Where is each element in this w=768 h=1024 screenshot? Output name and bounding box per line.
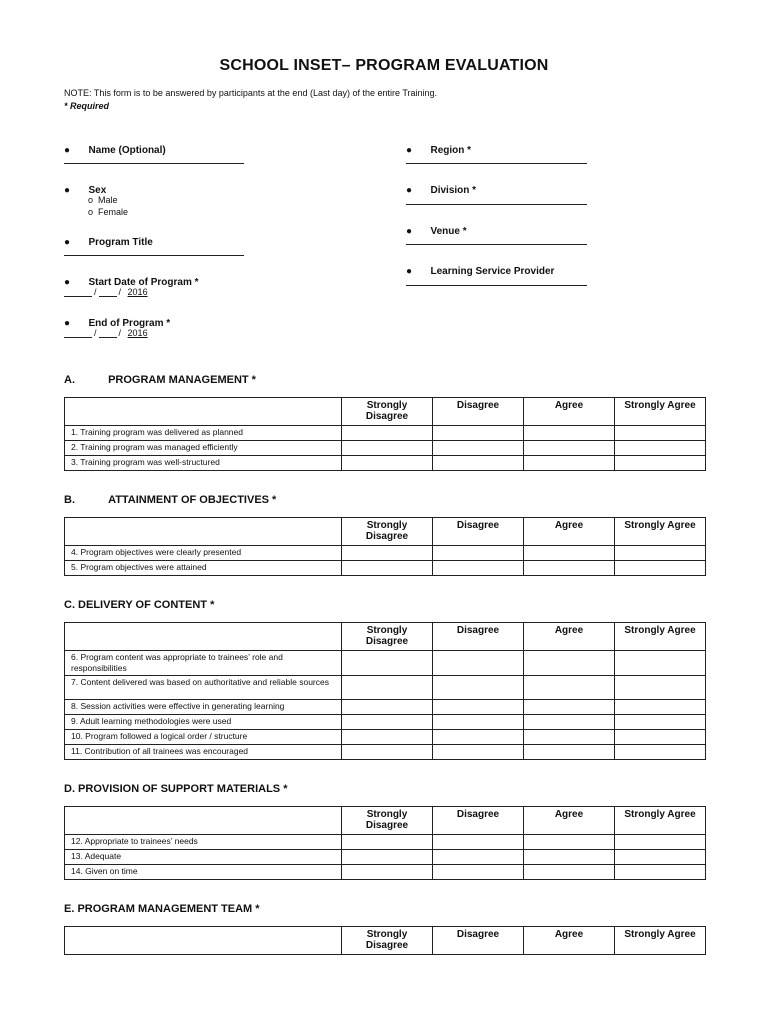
region-label: Region *: [430, 145, 472, 156]
rating-cell[interactable]: [615, 730, 706, 745]
statement-cell: 14. Given on time: [65, 865, 342, 880]
day-blank[interactable]: [99, 327, 117, 338]
rating-cell[interactable]: [433, 676, 524, 700]
rating-cell[interactable]: [342, 730, 433, 745]
rating-cell[interactable]: [615, 700, 706, 715]
blank-header-cell: [65, 398, 342, 426]
rating-cell[interactable]: [524, 441, 615, 456]
radio-circle-icon: o: [88, 207, 94, 217]
table-row: [65, 850, 706, 865]
rating-cell[interactable]: [433, 426, 524, 441]
rating-cell[interactable]: [342, 745, 433, 760]
statement-cell: 11. Contribution of all trainees was encouraged: [65, 745, 342, 760]
section-title: C. DELIVERY OF CONTENT *: [64, 599, 215, 611]
delivery-content-table: [64, 622, 706, 760]
rating-cell[interactable]: [342, 676, 433, 700]
col-strongly-agree: Strongly Agree: [615, 518, 706, 546]
rating-cell[interactable]: [615, 546, 706, 561]
rating-cell[interactable]: [433, 700, 524, 715]
table-row: [65, 426, 706, 441]
rating-cell[interactable]: [433, 561, 524, 576]
rating-cell[interactable]: [615, 651, 706, 676]
rating-cell[interactable]: [615, 426, 706, 441]
rating-cell[interactable]: [524, 651, 615, 676]
table-row: [65, 745, 706, 760]
rating-cell[interactable]: [342, 561, 433, 576]
section-title: E. PROGRAM MANAGEMENT TEAM *: [64, 903, 260, 915]
sex-option-male[interactable]: [88, 195, 118, 205]
division-label: Division *: [430, 185, 477, 196]
end-date-label: End of Program *: [88, 318, 171, 329]
col-agree: Agree: [524, 927, 615, 955]
bullet-icon: ●: [406, 185, 413, 196]
table-row: [65, 546, 706, 561]
statement-cell: 9. Adult learning methodologies were used: [65, 715, 342, 730]
provider-label: Learning Service Provider: [430, 266, 555, 277]
table-header-row: [65, 927, 706, 955]
year-value: 2016: [127, 287, 148, 297]
bullet-icon: ●: [64, 318, 71, 329]
rating-cell[interactable]: [342, 865, 433, 880]
table-row: [65, 441, 706, 456]
bullet-icon: ●: [406, 145, 413, 156]
rating-cell[interactable]: [524, 730, 615, 745]
required-note: * Required: [64, 101, 110, 111]
blank-header-cell: [65, 623, 342, 651]
rating-cell[interactable]: [342, 426, 433, 441]
rating-cell[interactable]: [615, 561, 706, 576]
rating-cell[interactable]: [433, 456, 524, 471]
management-team-table: [64, 926, 706, 955]
provider-field: [406, 261, 554, 279]
col-disagree: Disagree: [433, 807, 524, 835]
statement-cell: 6. Program content was appropriate to trainees’ role and responsibilities: [65, 651, 342, 676]
rating-cell[interactable]: [342, 835, 433, 850]
rating-cell[interactable]: [433, 835, 524, 850]
section-a-heading: [64, 374, 256, 386]
col-disagree: Disagree: [433, 398, 524, 426]
venue-field: [406, 221, 467, 239]
program-title-label: Program Title: [88, 237, 153, 248]
col-disagree: Disagree: [433, 927, 524, 955]
radio-circle-icon: o: [88, 195, 94, 205]
rating-cell[interactable]: [433, 730, 524, 745]
sex-option-female[interactable]: [88, 207, 128, 217]
rating-cell[interactable]: [615, 850, 706, 865]
rating-cell[interactable]: [524, 676, 615, 700]
section-c-heading: [64, 599, 214, 611]
col-strongly-disagree: Strongly Disagree: [342, 518, 433, 546]
provider-input-line[interactable]: [406, 285, 587, 286]
rating-cell[interactable]: [524, 835, 615, 850]
rating-cell[interactable]: [615, 441, 706, 456]
rating-cell[interactable]: [342, 456, 433, 471]
bullet-icon: ●: [406, 226, 413, 237]
rating-cell[interactable]: [615, 676, 706, 700]
form-note: NOTE: This form is to be answered by participants at the end (Last day) of the entire Training.: [64, 88, 438, 98]
bullet-icon: ●: [64, 237, 71, 248]
col-agree: Agree: [524, 623, 615, 651]
rating-cell[interactable]: [524, 715, 615, 730]
month-blank[interactable]: [64, 286, 92, 297]
rating-cell[interactable]: [524, 850, 615, 865]
table-row: [65, 700, 706, 715]
col-strongly-disagree: Strongly Disagree: [342, 398, 433, 426]
region-field: [406, 140, 471, 158]
rating-cell[interactable]: [615, 865, 706, 880]
rating-cell[interactable]: [342, 700, 433, 715]
support-materials-table: [64, 806, 706, 880]
division-input-line[interactable]: [406, 204, 587, 205]
col-strongly-agree: Strongly Agree: [615, 927, 706, 955]
table-header-row: [65, 623, 706, 651]
sex-label: Sex: [88, 185, 107, 196]
section-e-heading: [64, 903, 260, 915]
rating-cell[interactable]: [524, 865, 615, 880]
rating-cell[interactable]: [433, 865, 524, 880]
table-header-row: [65, 518, 706, 546]
name-input-line[interactable]: [64, 163, 244, 164]
bullet-icon: ●: [64, 185, 71, 196]
table-row: [65, 835, 706, 850]
venue-input-line[interactable]: [406, 244, 587, 245]
col-strongly-agree: Strongly Agree: [615, 807, 706, 835]
bullet-icon: ●: [64, 145, 71, 156]
section-title: PROGRAM MANAGEMENT *: [108, 374, 256, 386]
table-row: [65, 456, 706, 471]
col-strongly-disagree: Strongly Disagree: [342, 807, 433, 835]
col-agree: Agree: [524, 807, 615, 835]
section-letter: B.: [64, 494, 75, 506]
rating-cell[interactable]: [433, 441, 524, 456]
statement-cell: 3. Training program was well-structured: [65, 456, 342, 471]
statement-cell: 1. Training program was delivered as planned: [65, 426, 342, 441]
rating-cell[interactable]: [433, 651, 524, 676]
region-input-line[interactable]: [406, 163, 587, 164]
statement-cell: 10. Program followed a logical order / structure: [65, 730, 342, 745]
bullet-icon: ●: [406, 266, 413, 277]
rating-cell[interactable]: [615, 745, 706, 760]
blank-header-cell: [65, 518, 342, 546]
attainment-objectives-table: [64, 517, 706, 576]
table-row: [65, 730, 706, 745]
table-row: [65, 651, 706, 676]
rating-cell[interactable]: [524, 745, 615, 760]
section-b-heading: [64, 494, 276, 506]
division-field: [406, 180, 476, 198]
section-title: D. PROVISION OF SUPPORT MATERIALS *: [64, 783, 288, 795]
program-title-input-line[interactable]: [64, 255, 244, 256]
month-blank[interactable]: [64, 327, 92, 338]
section-title: ATTAINMENT OF OBJECTIVES *: [108, 494, 277, 506]
rating-cell[interactable]: [342, 715, 433, 730]
section-d-heading: [64, 783, 287, 795]
bullet-icon: ●: [64, 277, 71, 288]
name-label: Name (Optional): [88, 145, 166, 156]
option-label: Female: [98, 207, 129, 217]
page-title: SCHOOL INSET– PROGRAM EVALUATION: [219, 57, 549, 74]
col-disagree: Disagree: [433, 623, 524, 651]
statement-cell: 2. Training program was managed efficiently: [65, 441, 342, 456]
col-strongly-agree: Strongly Agree: [615, 623, 706, 651]
day-blank[interactable]: [99, 286, 117, 297]
section-letter: A.: [64, 374, 75, 386]
rating-cell[interactable]: [342, 850, 433, 865]
table-row: [65, 865, 706, 880]
blank-header-cell: [65, 927, 342, 955]
statement-cell: 12. Appropriate to trainees’ needs: [65, 835, 342, 850]
program-management-table: [64, 397, 706, 471]
blank-header-cell: [65, 807, 342, 835]
start-date-input[interactable]: / / 2016: [64, 286, 148, 297]
col-agree: Agree: [524, 398, 615, 426]
rating-cell[interactable]: [615, 835, 706, 850]
rating-cell[interactable]: [524, 426, 615, 441]
rating-cell[interactable]: [615, 715, 706, 730]
rating-cell[interactable]: [433, 745, 524, 760]
col-strongly-disagree: Strongly Disagree: [342, 927, 433, 955]
name-field: [64, 140, 166, 158]
option-label: Male: [98, 195, 118, 205]
col-strongly-agree: Strongly Agree: [615, 398, 706, 426]
statement-cell: 13. Adequate: [65, 850, 342, 865]
table-row: [65, 715, 706, 730]
statement-cell: 5. Program objectives were attained: [65, 561, 342, 576]
start-date-label: Start Date of Program *: [88, 277, 199, 288]
rating-cell[interactable]: [524, 456, 615, 471]
rating-cell[interactable]: [433, 715, 524, 730]
col-agree: Agree: [524, 518, 615, 546]
rating-cell[interactable]: [342, 546, 433, 561]
venue-label: Venue *: [430, 226, 467, 237]
rating-cell[interactable]: [615, 456, 706, 471]
rating-cell[interactable]: [524, 561, 615, 576]
table-row: [65, 676, 706, 700]
statement-cell: 4. Program objectives were clearly presented: [65, 546, 342, 561]
table-row: [65, 561, 706, 576]
program-title-field: [64, 232, 153, 250]
rating-cell[interactable]: [524, 546, 615, 561]
col-strongly-disagree: Strongly Disagree: [342, 623, 433, 651]
rating-cell[interactable]: [342, 441, 433, 456]
col-disagree: Disagree: [433, 518, 524, 546]
year-value: 2016: [127, 328, 148, 338]
rating-cell[interactable]: [433, 546, 524, 561]
statement-cell: 8. Session activities were effective in generating learning: [65, 700, 342, 715]
table-header-row: [65, 807, 706, 835]
rating-cell[interactable]: [524, 700, 615, 715]
statement-cell: 7. Content delivered was based on authoritative and reliable sources: [65, 676, 342, 700]
table-header-row: [65, 398, 706, 426]
rating-cell[interactable]: [433, 850, 524, 865]
end-date-input[interactable]: / / 2016: [64, 327, 148, 338]
rating-cell[interactable]: [342, 651, 433, 676]
